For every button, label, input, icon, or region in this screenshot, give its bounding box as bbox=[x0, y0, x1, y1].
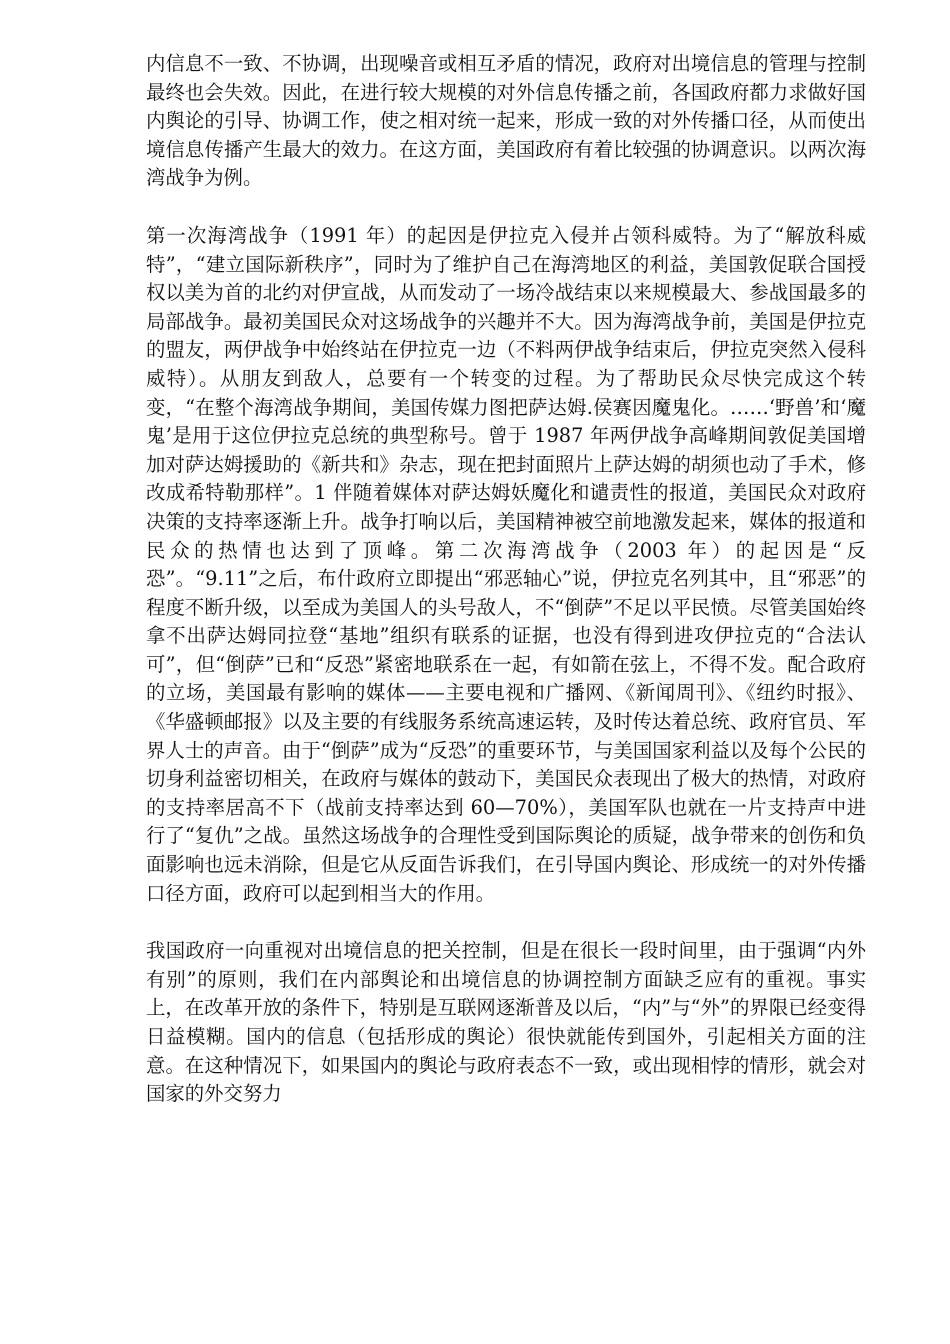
paragraph-2: 第一次海湾战争（1991 年）的起因是伊拉克入侵并占领科威特。为了“解放科威特”，“建立国际新秩序”，同时为了维护自己在海湾地区的利益，美国敦促联合国授权以美为首的北约对伊宣战，从而发动了一场冷战结束以来规模最大、参战国最多的局部战争。最初美国民众对这场战争的兴趣并不大。因为海湾战争前，美国是伊拉克的盟友，两伊战争中始终站在伊拉克一边（不料两伊战争结束后，伊拉克突然入侵科威特）。从朋友到敌人，总要有一个转变的过程。为了帮助民众尽快完成这个转变，“在整个海湾战争期间，美国传媒力图把萨达姆.侯赛因魔鬼化。……‘野兽’和‘魔鬼’是用于这位伊拉克总统的典型称号。曾于 1987 年两伊战争高峰期间敦促美国增加对萨达姆援助的《新共和》杂志，现在把封面照片上萨达姆的胡须也动了手术，修改成希特勒那样”。1 伴随着媒体对萨达姆妖魔化和谴责性的报道，美国民众对政府决策的支持率逐渐上升。战争打响以后，美国精神被空前地激发起来，媒体的报道和民众的热情也达到了顶峰。第二次海湾战争（2003 年）的起因是“反恐”。“9.11”之后，布什政府立即提出“邪恶轴心”说，伊拉克名列其中，且“邪恶”的程度不断升级，以至成为美国人的头号敌人，不“倒萨”不足以平民愤。尽管美国始终拿不出萨达姆同拉登“基地”组织有联系的证据，也没有得到进攻伊拉克的“合法认可”，但“倒萨”已和“反恐”紧密地联系在一起，有如箭在弦上，不得不发。配合政府的立场，美国最有影响的媒体——主要电视和广播网、《新闻周刊》、《纽约时报》、《华盛顿邮报》以及主要的有线服务系统高速运转，及时传达着总统、政府官员、军界人士的声音。由于“倒萨”成为“反恐”的重要环节，与美国国家利益以及每个公民的切身利益密切相关，在政府与媒体的鼓动下，美国民众表现出了极大的热情，对政府的支持率居高不下（战前支持率达到 60—70%），美国军队也就在一片支持声中进行了“复仇”之战。虽然这场战争的合理性受到国际舆论的质疑，战争带来的创伤和负面影响也远未消除，但是它从反面告诉我们，在引导国内舆论、形成统一的对外传播口径方面，政府可以起到相当大的作用。 bbox=[146, 223, 866, 905]
paragraph-spacer bbox=[146, 908, 866, 937]
paragraph-3: 我国政府一向重视对出境信息的把关控制，但是在很长一段时间里，由于强调“内外有别”的原则，我们在内部舆论和出境信息的协调控制方面缺乏应有的重视。事实上，在改革开放的条件下，特别是互联网逐渐普及以后，“内”与“外”的界限已经变得日益模糊。国内的信息（包括形成的舆论）很快就能传到国外，引起相关方面的注意。在这种情况下，如果国内的舆论与政府表态不一致，或出现相悖的情形，就会对国家的外交努力 bbox=[146, 939, 866, 1106]
document-page bbox=[146, 50, 866, 1109]
paragraph-spacer bbox=[146, 193, 866, 222]
paragraph-1: 内信息不一致、不协调，出现噪音或相互矛盾的情况，政府对出境信息的管理与控制最终也会失效。因此，在进行较大规模的对外信息传播之前，各国政府都力求做好国内舆论的引导、协调工作，使之相对统一起来，形成一致的对外传播口径，从而使出境信息传播产生最大的效力。在这方面，美国政府有着比较强的协调意识。以两次海湾战争为例。 bbox=[146, 52, 866, 190]
